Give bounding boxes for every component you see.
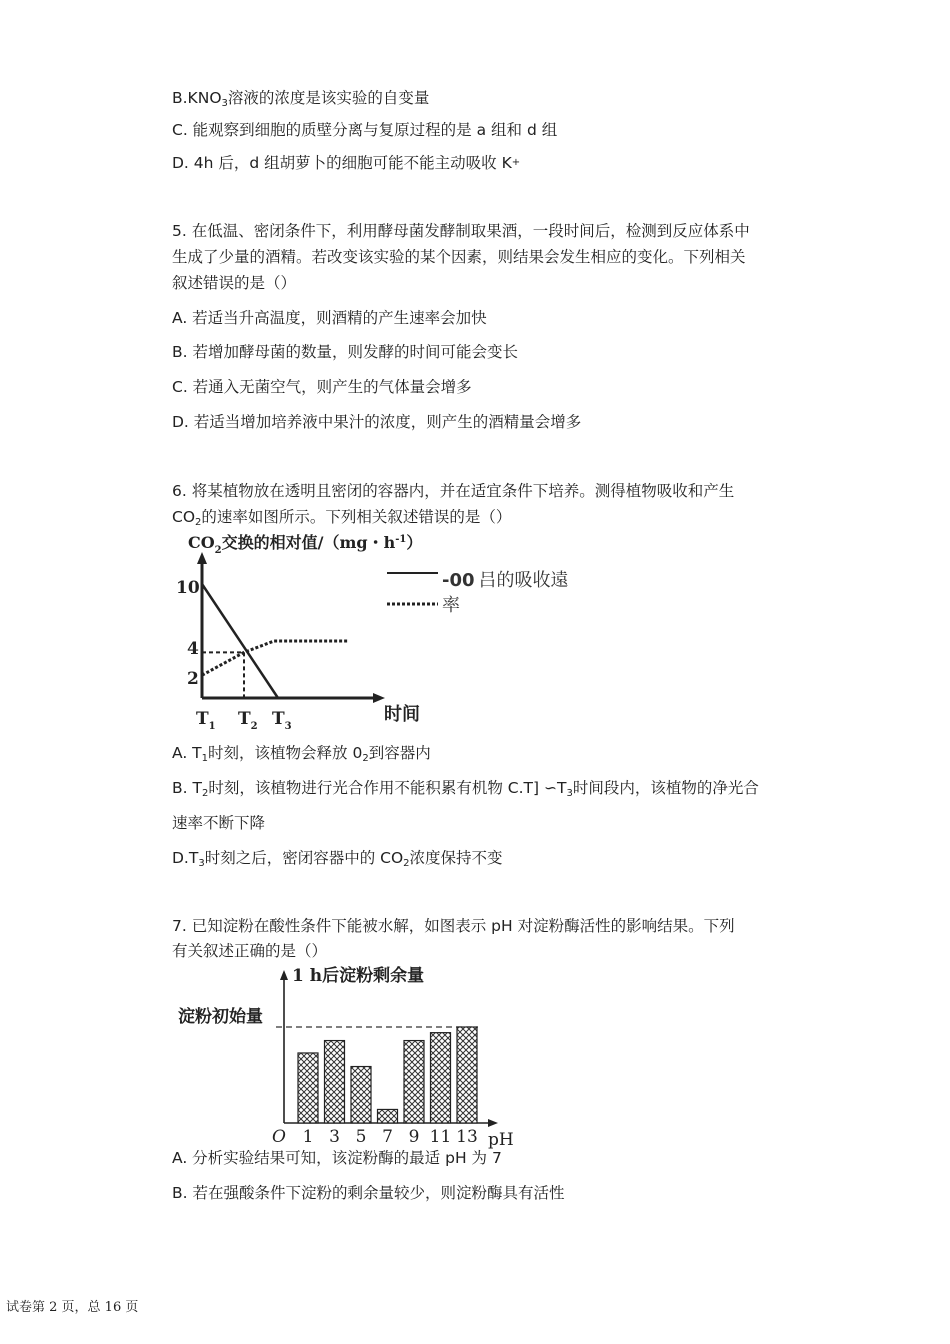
chart2-origin-label: O — [272, 1127, 286, 1147]
xtick-ph-11: 11 — [429, 1127, 452, 1147]
xtick-ph-9: 9 — [408, 1127, 420, 1147]
legend-dashed-label: 率 — [442, 595, 460, 616]
legend-solid-label: -00 吕的吸收遠 — [442, 570, 569, 591]
q5-stem-line-1: 5. 在低温、密闭条件下，利用酵母菌发酵制取果酒，一段时间后，检测到反应体系中 — [172, 222, 750, 240]
chart1-ylabel: $CO_2$交换的相对值/（mg・$h^{-1}$） — [188, 533, 423, 556]
xtick-ph-5: 5 — [355, 1127, 367, 1147]
chart1-ytick-10: 10 — [176, 578, 200, 598]
q7-option-a: A. 分析实验结果可知，该淀粉酶的最适 pH 为 7 — [172, 1149, 502, 1167]
bar-ph-9 — [404, 1041, 424, 1123]
chart2-title: 1 h后淀粉剩余量 — [292, 966, 425, 986]
chart1-xtick-t3: $T_3$ — [272, 709, 292, 732]
chart2-reference-label: 淀粉初始量 — [178, 1007, 263, 1027]
q5-option-b: B. 若增加酵母菌的数量，则发酵的时间可能会变长 — [172, 343, 518, 361]
bar-ph-3 — [325, 1041, 345, 1123]
q7-stem-line-1: 7. 已知淀粉在酸性条件下能被水解，如图表示 pH 对淀粉酶活性的影响结果。下列 — [172, 917, 735, 935]
xtick-ph-7: 7 — [382, 1127, 393, 1147]
co2-exchange-chart — [172, 528, 592, 738]
q6-option-a: A. $T_1$时刻，该植物会释放 $0_2$到容器内 — [172, 744, 431, 764]
chart1-y-arrow — [197, 552, 207, 564]
q4-option-c: C. 能观察到细胞的质壁分离与复原过程的是 a 组和 d 组 — [172, 121, 558, 139]
chart1-xlabel: 时间 — [384, 704, 420, 725]
chart1-x-arrow — [373, 693, 385, 703]
q7-stem-line-2: 有关叙述正确的是（） — [172, 942, 328, 960]
q4-option-b: $B.KNO_3$溶液的浓度是该实验的自变量 — [172, 89, 430, 109]
bar-ph-13 — [457, 1027, 477, 1123]
starch-remaining-chart — [172, 960, 532, 1150]
bar-ph-1 — [298, 1053, 318, 1123]
series-dotted-line — [202, 641, 348, 675]
chart2-y-arrow — [280, 970, 288, 980]
q6-option-b-c: B. $T_2$时刻，该植物进行光合作用不能积累有机物 C.T] $∽T_3$时间段内，该植物的净光合 — [172, 779, 759, 799]
q6-option-c-continued: 速率不断下降 — [172, 814, 266, 832]
chart1-xtick-t2: $T_2$ — [238, 709, 258, 732]
q6-option-d: $D.T_3$时刻之后，密闭容器中的 $CO_2$浓度保持不变 — [172, 849, 503, 869]
xtick-ph-13: 13 — [456, 1127, 478, 1147]
chart1-ytick-4: 4 — [187, 639, 199, 659]
q5-stem-line-3: 叙述错误的是（） — [172, 274, 297, 292]
q6-stem-line-1: 6. 将某植物放在透明且密闭的容器内，并在适宜条件下培养。测得植物吸收和产生 — [172, 482, 735, 500]
xtick-ph-3: 3 — [329, 1127, 340, 1147]
series-solid-line — [202, 584, 278, 698]
bar-ph-5 — [351, 1067, 371, 1123]
q5-option-a: A. 若适当升高温度，则酒精的产生速率会加快 — [172, 309, 487, 327]
q5-option-c: C. 若通入无菌空气，则产生的气体量会增多 — [172, 378, 472, 396]
q7-option-b: B. 若在强酸条件下淀粉的剩余量较少，则淀粉酶具有活性 — [172, 1184, 565, 1202]
chart1-ytick-2: 2 — [187, 669, 199, 689]
bar-ph-11 — [431, 1033, 451, 1123]
q4-option-d: D. 4h 后，d 组胡萝卜的细胞可能不能主动吸收 K+ — [172, 154, 521, 172]
q5-option-d: D. 若适当增加培养液中果汁的浓度，则产生的酒精量会增多 — [172, 413, 582, 431]
xtick-ph-1: 1 — [302, 1127, 314, 1147]
chart2-xlabel: pH — [488, 1130, 514, 1150]
q5-stem-line-2: 生成了少量的酒精。若改变该实验的某个因素，则结果会发生相应的变化。下列相关 — [172, 248, 746, 266]
chart1-xtick-t1: $T_1$ — [196, 709, 216, 732]
bar-ph-7 — [378, 1109, 398, 1123]
chart2-x-arrow — [488, 1119, 498, 1127]
q6-stem-line-2: $CO_2$的速率如图所示。下列相关叙述错误的是（） — [172, 508, 512, 528]
page-footer: 试卷第 2 页，总 16 页 — [6, 1300, 139, 1315]
